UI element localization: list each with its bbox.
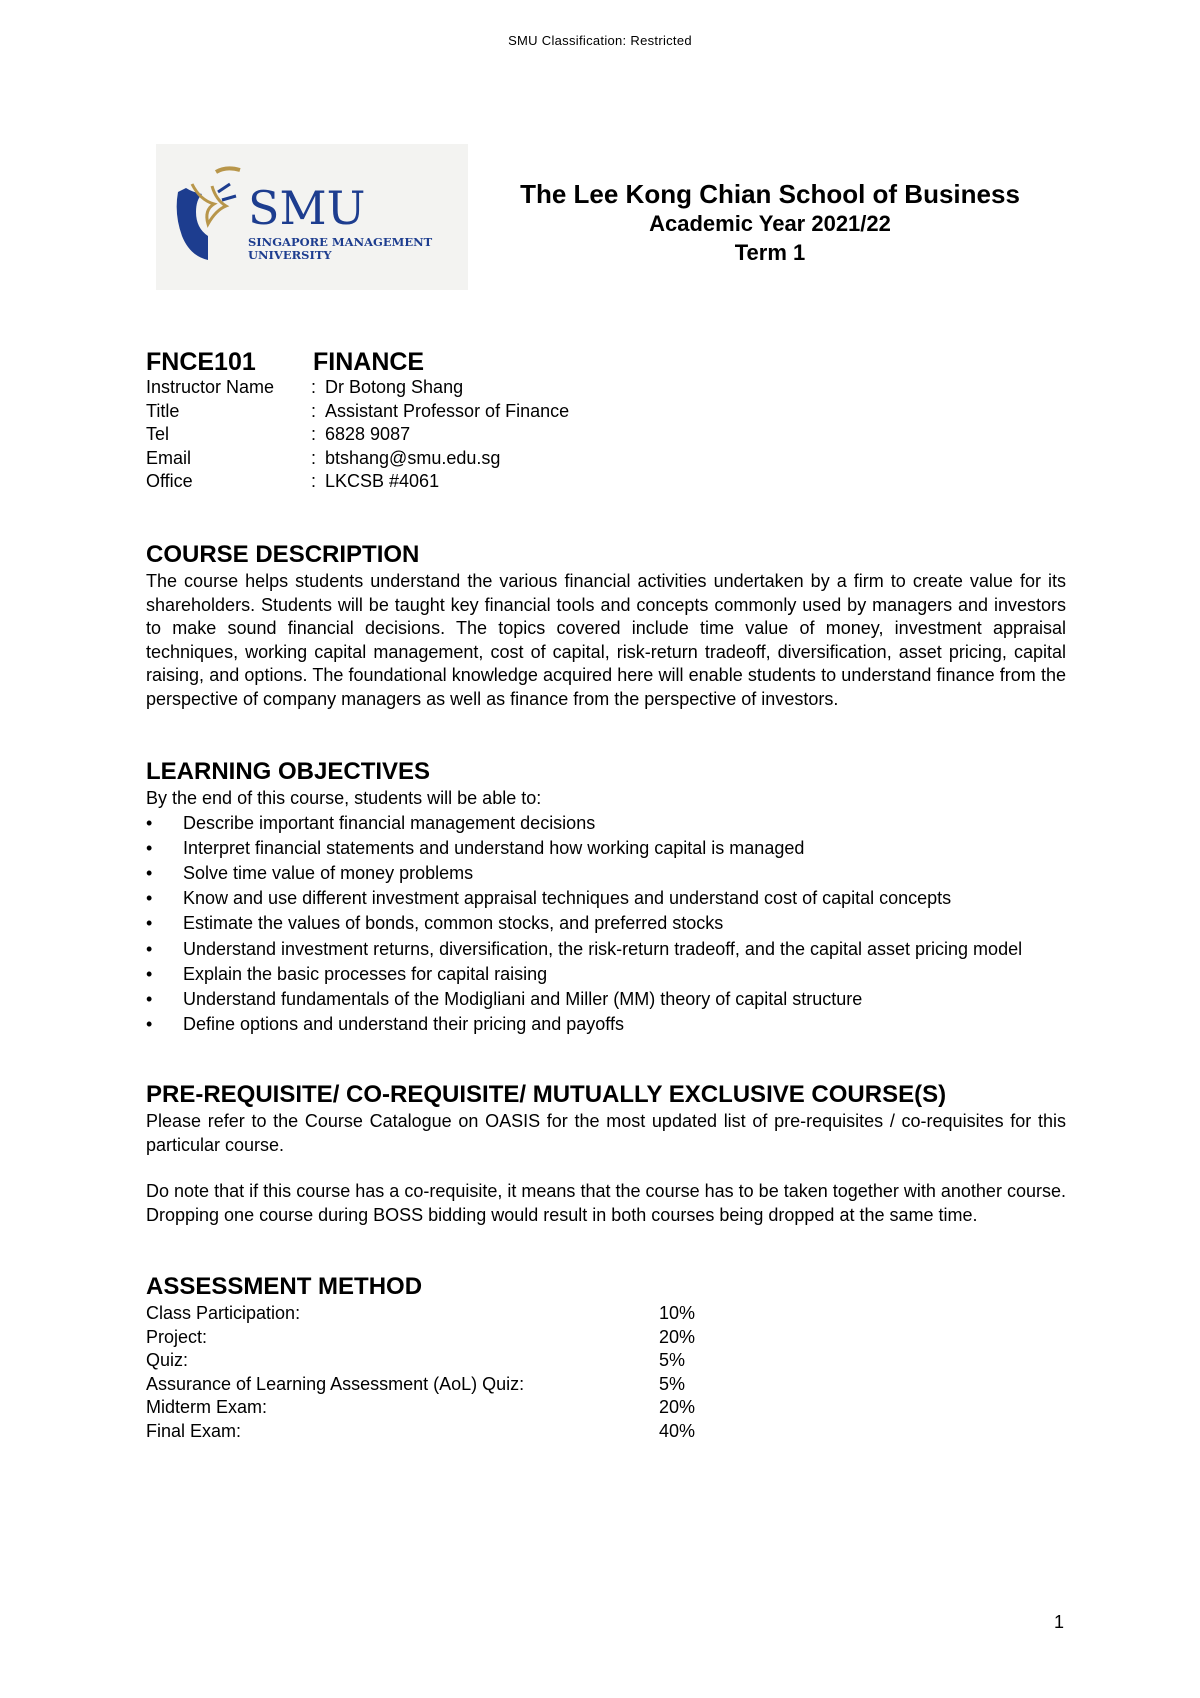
info-value[interactable]: btshang@smu.edu.sg	[325, 447, 501, 468]
section-heading: PRE-REQUISITE/ CO-REQUISITE/ MUTUALLY EXCLUSIVE COURSE(S)	[146, 1081, 947, 1108]
objective-text: Estimate the values of bonds, common stocks, and preferred stocks	[183, 913, 724, 934]
objective-text: Define options and understand their pricing and payoffs	[183, 1014, 624, 1035]
bullet-icon: •	[146, 963, 153, 984]
info-colon: :	[311, 400, 317, 421]
term: Term 1	[734, 240, 806, 265]
assessment-weight: 5%	[659, 1350, 686, 1370]
table-row	[146, 1349, 695, 1373]
list-item	[146, 811, 1066, 836]
info-row	[146, 376, 569, 400]
objectives-list	[146, 811, 1066, 1038]
assessment-weight: 20%	[659, 1397, 696, 1417]
page-number: 1	[1054, 1612, 1065, 1632]
info-value: Assistant Professor of Finance	[325, 400, 570, 421]
bullet-icon: •	[146, 913, 153, 934]
table-row	[146, 1396, 695, 1420]
table-row	[146, 1302, 695, 1326]
info-label: Tel	[146, 424, 170, 444]
section-heading: LEARNING OBJECTIVES	[146, 758, 431, 785]
info-row	[146, 423, 569, 447]
bullet-icon: •	[146, 988, 153, 1009]
assessment-label: Assurance of Learning Assessment (AoL) Quiz:	[146, 1373, 525, 1394]
classification-label: SMU Classification: Restricted	[508, 33, 692, 48]
info-colon: :	[311, 377, 317, 397]
prereq-para-1: Please refer to the Course Catalogue on OASIS for the most updated list of pre-requisites / co-requisites for this particular course.	[146, 1111, 1066, 1155]
list-item	[146, 937, 1066, 962]
smu-logo	[156, 144, 468, 290]
info-colon: :	[311, 471, 317, 491]
assessment-weight: 20%	[659, 1326, 696, 1347]
objective-text: Interpret financial statements and understand how working capital is managed	[183, 837, 805, 858]
assessment-table	[146, 1302, 695, 1443]
prerequisite-section	[146, 1080, 1066, 1227]
list-item	[146, 987, 1066, 1012]
bullet-icon: •	[146, 888, 153, 909]
academic-year: Academic Year 2021/22	[649, 211, 891, 236]
assessment-section	[146, 1272, 1066, 1443]
info-value: LKCSB #4061	[325, 471, 440, 491]
school-name: The Lee Kong Chian School of Business	[520, 179, 1020, 209]
bullet-icon: •	[146, 938, 153, 959]
objective-text: Describe important financial management decisions	[183, 812, 596, 833]
info-colon: :	[311, 424, 317, 444]
assessment-label: Quiz:	[146, 1350, 189, 1370]
assessment-weight: 40%	[659, 1420, 696, 1441]
bullet-icon: •	[146, 837, 153, 858]
list-item	[146, 1012, 1066, 1037]
objectives-intro: By the end of this course, students will be able to:	[146, 788, 542, 808]
info-row	[146, 400, 569, 424]
table-row	[146, 1373, 695, 1397]
assessment-label: Class Participation:	[146, 1303, 301, 1323]
info-label: Instructor Name	[146, 377, 275, 397]
info-value: 6828 9087	[325, 424, 411, 444]
list-item	[146, 836, 1066, 861]
instructor-info	[146, 376, 569, 494]
info-row	[146, 470, 569, 494]
assessment-label: Final Exam:	[146, 1420, 242, 1441]
logo-line1: SINGAPORE MANAGEMENT	[248, 235, 433, 249]
section-heading: COURSE DESCRIPTION	[146, 541, 420, 568]
course-code: FNCE101	[146, 348, 256, 376]
bullet-icon: •	[146, 812, 153, 833]
course-name: FINANCE	[313, 348, 425, 376]
info-label: Email	[146, 447, 192, 468]
assessment-weight: 5%	[659, 1373, 686, 1394]
learning-objectives-section	[146, 757, 1066, 1037]
assessment-weight: 10%	[659, 1303, 696, 1323]
course-title-row	[146, 348, 424, 377]
objective-text: Explain the basic processes for capital raising	[183, 963, 548, 984]
list-item	[146, 962, 1066, 987]
info-colon: :	[311, 447, 317, 468]
table-row	[146, 1326, 695, 1350]
info-value: Dr Botong Shang	[325, 377, 464, 397]
description-text: The course helps students understand the various financial activities undertaken by a firm to create value for its shareholders. Students will be taught key financial tools and concepts commonly used by managers and investors to make sound financial decisions. The topics covered include time value of money, investment appraisal techniques, working capital management, cost of capital, risk-return tradeoff, diversification, asset pricing, capital raising, and options. The foundational knowledge acquired here will enable students to understand finance from the perspective of company managers as well as finance from the perspective of investors.	[146, 571, 1066, 709]
info-row	[146, 447, 569, 471]
assessment-label: Project:	[146, 1326, 208, 1347]
logo-line2: UNIVERSITY	[248, 248, 332, 262]
objective-text: Know and use different investment appraisal techniques and understand cost of capital concepts	[183, 888, 952, 909]
bullet-icon: •	[146, 862, 153, 883]
logo-wordmark: SMU	[248, 181, 366, 235]
info-label: Office	[146, 471, 193, 491]
objective-text: Understand investment returns, diversification, the risk-return tradeoff, and the capital asset pricing model	[183, 938, 1023, 959]
list-item	[146, 911, 1066, 936]
list-item	[146, 861, 1066, 886]
document-header	[470, 180, 1070, 267]
table-row	[146, 1420, 695, 1444]
objective-text: Solve time value of money problems	[183, 862, 474, 883]
objective-text: Understand fundamentals of the Modigliani and Miller (MM) theory of capital structure	[183, 988, 863, 1009]
prereq-para-2: Do note that if this course has a co-requisite, it means that the course has to be taken together with another course. Dropping one course during BOSS bidding would result in both courses being dropped at the same time.	[146, 1181, 1066, 1225]
list-item	[146, 886, 1066, 911]
course-description-section	[146, 540, 1066, 711]
bullet-icon: •	[146, 1014, 153, 1035]
section-heading: ASSESSMENT METHOD	[146, 1273, 423, 1300]
assessment-label: Midterm Exam:	[146, 1397, 268, 1417]
info-label: Title	[146, 400, 180, 421]
